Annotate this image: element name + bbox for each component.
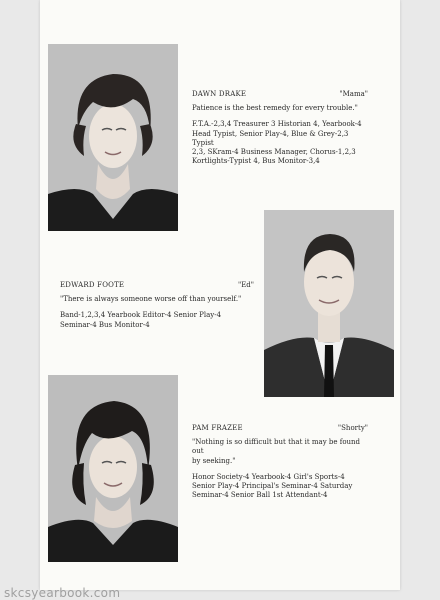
student-activities: Band-1,2,3,4 Yearbook Editor-4 Senior Play-4 Seminar-4 Bus Monitor-4 (60, 311, 222, 329)
student-name: DAWN DRAKE (192, 90, 247, 98)
student-name: PAM FRAZEE (192, 424, 243, 432)
student-entry-pam-frazee (192, 424, 368, 500)
yearbook-page (40, 0, 400, 590)
portrait-photo-pam-frazee (48, 375, 178, 562)
portrait-photo-edward-foote (264, 210, 394, 397)
student-activities: Honor Society-4 Yearbook-4 Girl's Sports-4 Senior Play-4 Principal's Seminar-4 Saturday Seminar-4 Senior Ball 1st Attendant-4 (192, 472, 353, 500)
student-entry-dawn-drake (192, 90, 368, 166)
student-entry-edward-foote (60, 281, 254, 330)
student-quote: "Nothing is so difficult but that it may be found out by seeking." (192, 438, 361, 465)
student-quote: Patience is the best remedy for every trouble." (192, 104, 358, 113)
site-watermark: skcsyearbook.com (4, 586, 121, 600)
student-quote: "There is always someone worse off than yourself." (60, 295, 242, 304)
student-nickname: "Ed" (237, 281, 254, 289)
student-nickname: "Mama" (339, 90, 368, 98)
student-nickname: "Shorty" (337, 424, 368, 432)
student-activities: F.T.A.-2,3,4 Treasurer 3 Historian 4, Yearbook-4 Head Typist, Senior Play-4, Blue & Grey-2,3 Typist 2,3, SKram-4 Business Manager, Chorus-1,2,3 Kortlights-Typist 4, Bus Monitor-3,4 (192, 120, 362, 166)
student-name: EDWARD FOOTE (60, 281, 125, 289)
portrait-photo-dawn-drake (48, 44, 178, 231)
